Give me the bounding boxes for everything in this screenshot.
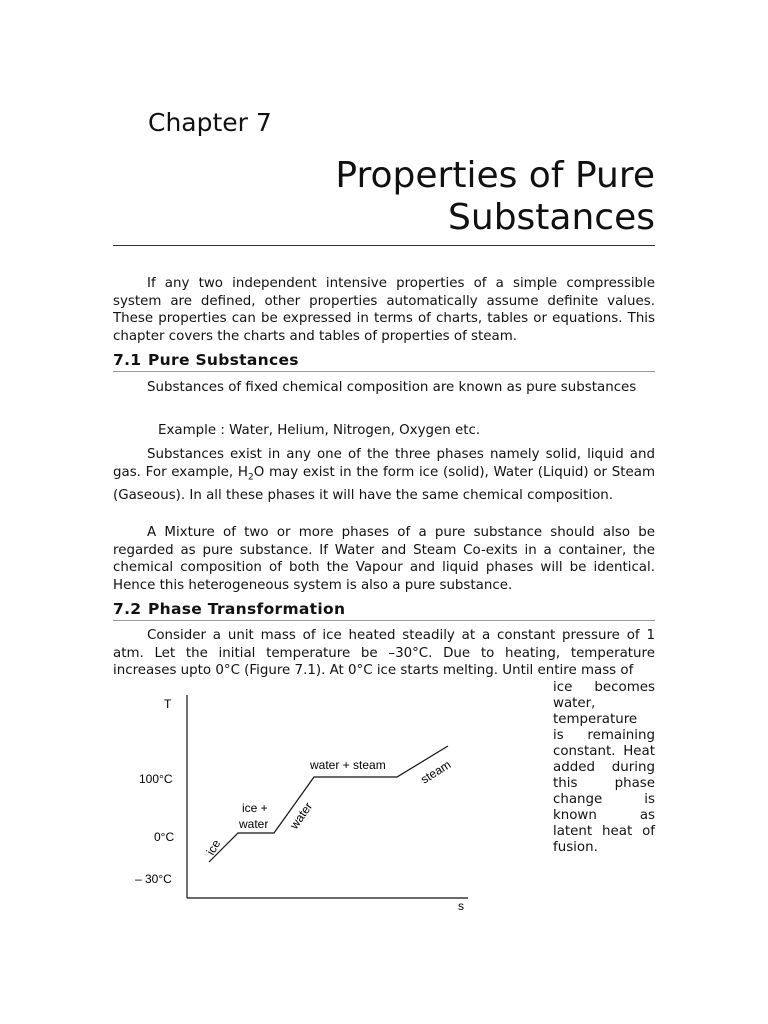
paragraph	[113, 379, 655, 397]
title-line-1: Properties of Pure	[335, 155, 655, 196]
label-water-steam: water + steam	[310, 758, 386, 772]
tick-label-minus-30: – 30°C	[135, 872, 172, 886]
x-axis-label: s	[458, 899, 464, 913]
side-text	[553, 680, 655, 856]
section-heading-2	[113, 600, 655, 618]
paragraph-text: O may exist in the form ice (solid), Water (Liquid) or Steam (Gaseous). In all these phases it will have the same chemical composition.	[113, 464, 656, 503]
intro-text: If any two independent intensive properties of a simple compressible system are defined, other properties automatically assume definite values. These properties can be expressed in terms of charts, tables or equations. This chapter covers the charts and tables of properties of steam.	[113, 276, 655, 344]
section-title: Pure Substances	[148, 351, 299, 369]
title-rule	[113, 245, 655, 246]
title-line-2: Substances	[448, 197, 655, 238]
chapter-label: Chapter 7	[148, 108, 272, 137]
paragraph	[113, 524, 655, 594]
section-number: 7.2	[113, 600, 142, 618]
side-text-line: this phase	[553, 776, 655, 791]
intro-paragraph	[113, 275, 655, 345]
paragraph	[113, 627, 655, 680]
label-steam: steam	[418, 757, 454, 787]
subscript: 2	[247, 472, 254, 483]
chapter-title	[335, 155, 655, 239]
section-rule	[113, 620, 655, 621]
section-number: 7.1	[113, 351, 142, 369]
y-axis-label: T	[164, 697, 172, 711]
label-ice-water-1: ice +	[242, 801, 268, 815]
side-text-line: change is	[553, 792, 655, 807]
side-text-line: ice becomes	[553, 680, 655, 695]
side-text-line: constant. Heat	[553, 744, 655, 759]
side-text-line: is remaining	[553, 728, 655, 743]
section-rule	[113, 371, 655, 372]
heating-curve	[209, 746, 448, 862]
side-text-line: known as	[553, 808, 655, 823]
tick-label-100: 100°C	[139, 772, 173, 786]
side-text-line: added during	[553, 760, 655, 775]
paragraph-text: Substances of fixed chemical composition are known as pure substances	[147, 380, 637, 395]
section-title: Phase Transformation	[148, 600, 346, 618]
paragraph-text: Substances exist in any one of the three phases namely solid, liquid and gas. For example, H	[113, 447, 655, 480]
tick-label-0: 0°C	[154, 830, 175, 844]
side-text-line: water,	[553, 696, 596, 711]
side-text-last-line: fusion.	[553, 840, 598, 855]
label-ice-water-2: water	[239, 817, 269, 831]
side-text-line: latent heat of	[553, 824, 655, 839]
label-water: water	[286, 799, 316, 832]
paragraph-text: A Mixture of two or more phases of a pure substance should also be regarded as pure substance. If Water and Steam Co-exits in a container, the chemical composition of both the Vapour and liquid phases will be identical. Hence this heterogeneous system is also a pure substance.	[113, 525, 655, 593]
paragraph-text: Consider a unit mass of ice heated steadily at a constant pressure of 1 atm. Let the initial temperature be –30°C. Due to heating, temperature increases upto 0°C (Figure 7.1). At 0°C ice starts melting. Until entire mass of	[113, 628, 655, 678]
label-ice: ice	[203, 837, 224, 858]
paragraph	[113, 446, 655, 504]
section-heading-1	[113, 351, 655, 369]
example-line: Example : Water, Helium, Nitrogen, Oxygen etc.	[158, 423, 481, 438]
side-text-line: temperature	[553, 712, 638, 727]
